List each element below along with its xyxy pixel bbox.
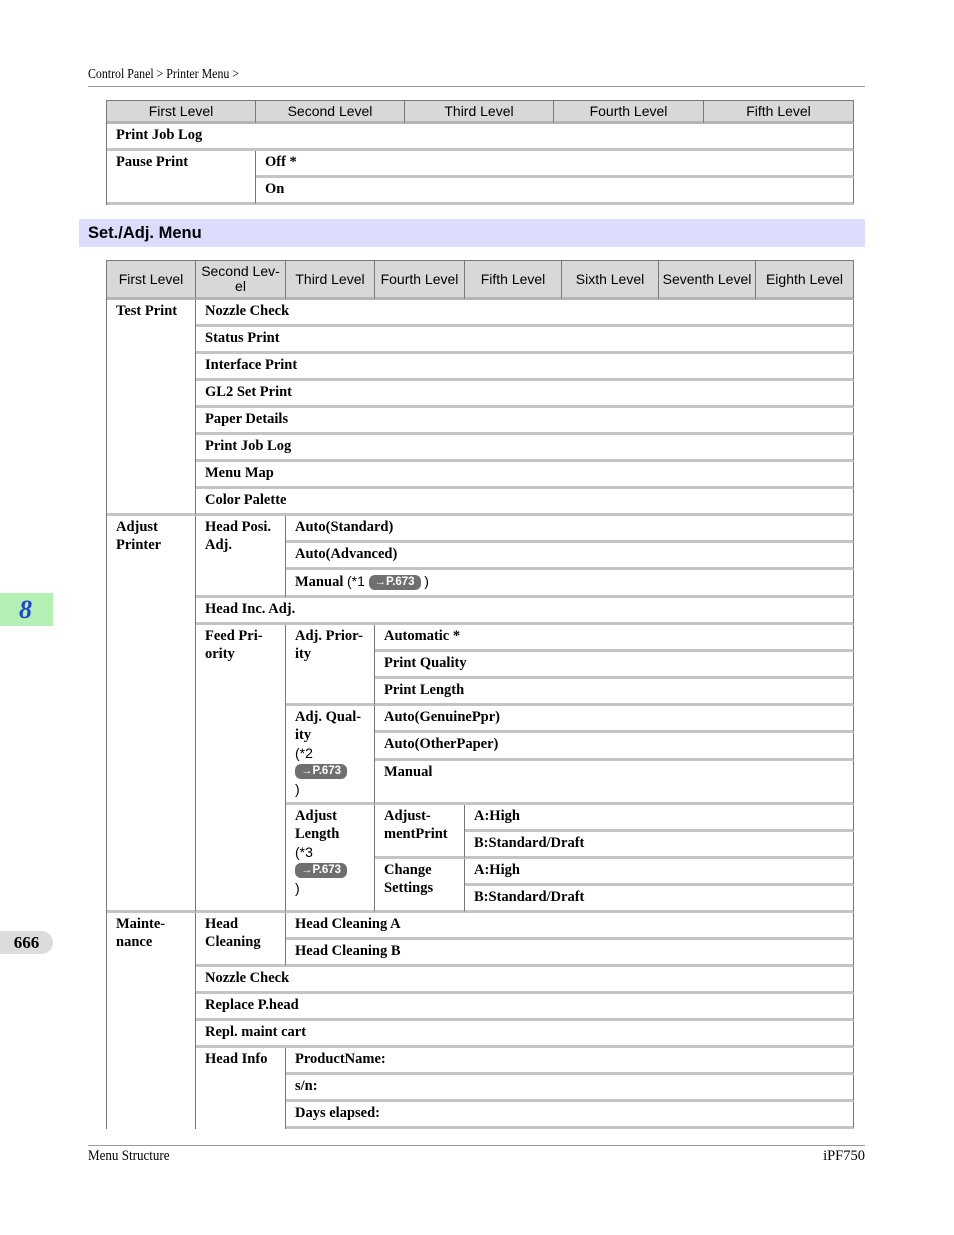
menu-item-change-settings: Change Settings (375, 859, 465, 913)
col-header: Sixth Level (562, 261, 659, 300)
col-header: Third Level (286, 261, 375, 300)
footnote-close: ) (295, 880, 300, 896)
col-header: Fifth Level (704, 101, 854, 124)
page-link-badge[interactable]: →P.673 (295, 764, 347, 779)
menu-item-color-palette: Color Palette (196, 489, 854, 516)
menu-item-adjustment-print: Adjust- mentPrint (375, 805, 465, 859)
page-link-badge[interactable]: →P.673 (295, 863, 347, 878)
chapter-tab: 8 (0, 593, 53, 626)
header-divider (88, 86, 865, 87)
col-header: Second Lev- el (196, 261, 286, 300)
option-serial-number: s/n: (286, 1075, 854, 1102)
option-manual (286, 570, 854, 598)
menu-item-gl2-set-print: GL2 Set Print (196, 381, 854, 408)
col-header: First Level (107, 101, 256, 124)
col-header: Fifth Level (465, 261, 562, 300)
option-head-cleaning-a: Head Cleaning A (286, 913, 854, 940)
option-print-quality: Print Quality (375, 652, 854, 679)
menu-item-test-print: Test Print (107, 300, 196, 516)
footnote-close: ) (295, 781, 300, 797)
option-automatic: Automatic * (375, 625, 854, 652)
breadcrumb: Control Panel > Printer Menu > (88, 66, 240, 81)
footnote-ref: (*2 (295, 745, 313, 761)
option-auto-other-paper: Auto(OtherPaper) (375, 733, 854, 760)
col-header: Fourth Level (554, 101, 704, 124)
col-header: Eighth Level (756, 261, 854, 300)
menu-item-menu-map: Menu Map (196, 462, 854, 489)
option-b-standard-draft: B:Standard/Draft (465, 886, 854, 913)
section-title: Set./Adj. Menu (79, 219, 865, 247)
option-print-length: Print Length (375, 679, 854, 706)
option-head-cleaning-b: Head Cleaning B (286, 940, 854, 967)
option-auto-advanced: Auto(Advanced) (286, 543, 854, 570)
col-header: Fourth Level (375, 261, 465, 300)
option-product-name: ProductName: (286, 1048, 854, 1075)
footer-left: Menu Structure (88, 1148, 170, 1164)
option-days-elapsed: Days elapsed: (286, 1102, 854, 1129)
menu-item-status-print: Status Print (196, 327, 854, 354)
menu-item-feed-priority: Feed Pri- ority (196, 625, 286, 913)
option-a-high: A:High (465, 805, 854, 832)
option-manual: Manual (375, 761, 854, 805)
menu-item-adj-quality (286, 706, 375, 805)
menu-item-paper-details: Paper Details (196, 408, 854, 435)
footer-divider (88, 1145, 865, 1146)
menu-item-head-inc-adj: Head Inc. Adj. (196, 598, 854, 625)
menu-item-maintenance: Mainte- nance (107, 913, 196, 1129)
menu-item-pause-print: Pause Print (107, 151, 256, 205)
menu-item-head-posi-adj: Head Posi. Adj. (196, 516, 286, 598)
menu-item-head-cleaning: Head Cleaning (196, 913, 286, 967)
option-off: Off * (256, 151, 854, 178)
page-link-badge[interactable]: →P.673 (369, 575, 421, 590)
menu-item-adjust-length (286, 805, 375, 913)
footer-right: iPF750 (823, 1148, 865, 1164)
set-adj-menu-table (106, 260, 854, 1129)
menu-item-nozzle-check: Nozzle Check (196, 300, 854, 327)
option-on: On (256, 178, 854, 205)
menu-item-print-job-log: Print Job Log (196, 435, 854, 462)
option-auto-genuine-ppr: Auto(GenuinePpr) (375, 706, 854, 733)
menu-item-adjust-printer: Adjust Printer (107, 516, 196, 913)
col-header: Third Level (405, 101, 554, 124)
menu-item-repl-maint-cart: Repl. maint cart (196, 1021, 854, 1048)
adjust-length-label: Adjust Length (295, 808, 340, 842)
col-header: First Level (107, 261, 196, 300)
col-header: Seventh Level (659, 261, 756, 300)
option-auto-standard: Auto(Standard) (286, 516, 854, 543)
option-a-high: A:High (465, 859, 854, 886)
menu-item-replace-phead: Replace P.head (196, 994, 854, 1021)
page-number: 666 (0, 931, 53, 954)
adj-quality-label: Adj. Qual- ity (295, 709, 362, 743)
col-header: Second Level (256, 101, 405, 124)
menu-item-head-info: Head Info (196, 1048, 286, 1129)
footnote-ref: (*3 (295, 844, 313, 860)
menu-item-adj-priority: Adj. Prior- ity (286, 625, 375, 706)
footnote-ref: (*1 (346, 573, 365, 589)
printer-menu-table (106, 100, 854, 205)
option-b-standard-draft: B:Standard/Draft (465, 832, 854, 859)
footnote-close: ) (424, 573, 429, 589)
menu-item-nozzle-check: Nozzle Check (196, 967, 854, 994)
menu-item-interface-print: Interface Print (196, 354, 854, 381)
menu-item-print-job-log: Print Job Log (107, 124, 854, 151)
option-manual-label: Manual (295, 574, 344, 590)
